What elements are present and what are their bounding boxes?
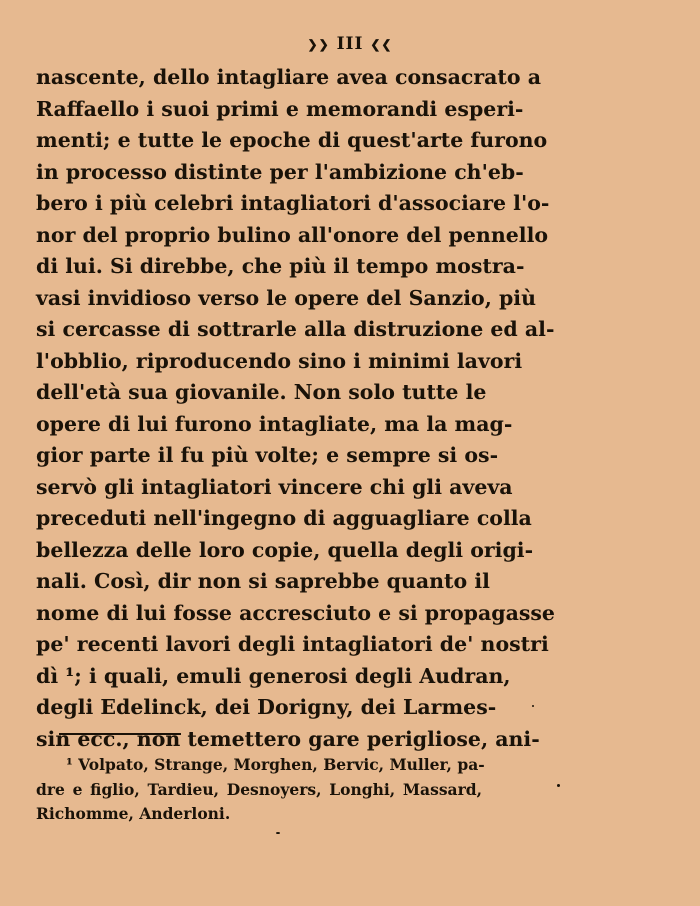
text-line: nali. Così, dir non si saprebbe quanto il — [36, 569, 490, 593]
text-line: degli Edelinck, dei Dorigny, dei Larmes- — [36, 695, 497, 719]
ornament-left-icon: ❯❯ — [307, 37, 330, 52]
text-line: nor del proprio bulino all'onore del pennello — [36, 222, 549, 247]
text-line: nascente, dello intagliare avea consacrato a — [36, 65, 541, 89]
footnote — [36, 753, 485, 827]
text-line: Raffaello i suoi primi e memorandi esperi- — [36, 96, 524, 121]
body-text — [36, 62, 555, 755]
text-line: si cercasse di sottrarle alla distruzione ed al- — [36, 317, 555, 341]
text-line: vasi invidioso verso le opere del Sanzio, più — [36, 285, 536, 310]
text-line: opere di lui furono intagliate, ma la mag- — [36, 411, 513, 436]
footnote-line: ¹ Volpato, Strange, Morghen, Bervic, Muller, pa- — [66, 755, 485, 774]
text-line: preceduti nell'ingegno di agguagliare colla — [36, 506, 532, 530]
footnote-line: dre e figlio, Tardieu, Desnoyers, Longhi, Massard, — [36, 779, 482, 799]
text-line: in processo distinte per l'ambizione ch'eb- — [36, 159, 524, 184]
text-line: gior parte il fu più volte; e sempre si os- — [36, 443, 499, 467]
text-line: di lui. Si direbbe, che più il tempo mostra- — [36, 254, 525, 278]
text-line: servò gli intagliatori vincere chi gli aveva — [36, 474, 513, 499]
page-header — [0, 34, 700, 54]
text-line: nome di lui fosse accresciuto e si propagasse — [36, 600, 555, 625]
footnote-divider — [59, 733, 181, 735]
ink-speck — [557, 784, 560, 787]
text-line: dell'età sua giovanile. Non solo tutte le — [36, 380, 487, 404]
ink-speck — [532, 705, 534, 707]
text-line: bero i più celebri intagliatori d'associare l'o- — [36, 191, 550, 215]
page-number: III — [336, 34, 364, 54]
text-line: l'obblio, riproducendo sino i minimi lavori — [36, 348, 523, 373]
text-line: bellezza delle loro copie, quella degli origi- — [36, 537, 534, 562]
text-line: dì ¹; i quali, emuli generosi degli Audran, — [36, 663, 511, 688]
footnote-line: Richomme, Anderloni. — [36, 804, 231, 823]
text-line: menti; e tutte le epoche di quest'arte furono — [36, 128, 548, 152]
text-line: sin ecc., non temettero gare perigliose, ani- — [36, 726, 540, 751]
ornament-right-icon: ❮❮ — [370, 37, 393, 52]
text-line: pe' recenti lavori degli intagliatori de' nostri — [36, 632, 549, 656]
ink-speck — [276, 832, 280, 834]
